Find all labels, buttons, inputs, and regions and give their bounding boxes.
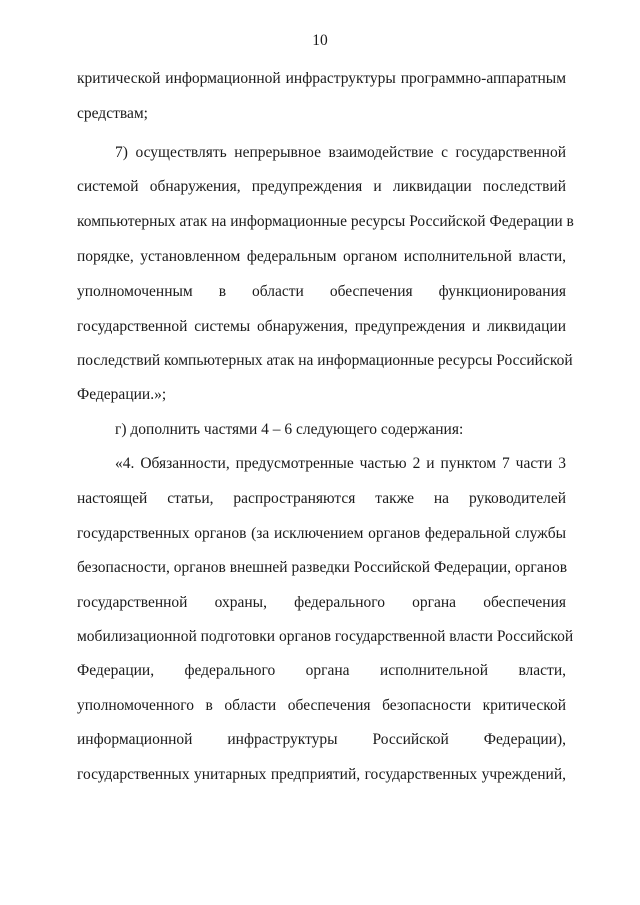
text-line: государственной системы обнаружения, предупреждения и ликвидации: [77, 318, 566, 335]
page-number: 10: [312, 32, 328, 49]
text-line: последствий компьютерных атак на информационные ресурсы Российской: [77, 352, 573, 369]
text-line: безопасности, органов внешней разведки Российской Федерации, органов: [77, 559, 568, 576]
text-line: настоящей статьи, распространяются также на руководителей: [77, 490, 566, 507]
text-line: мобилизационной подготовки органов государственной власти Российской: [77, 628, 574, 645]
text-line: средствам;: [77, 105, 148, 122]
text-line: системой обнаружения, предупреждения и ликвидации последствий: [77, 178, 566, 195]
text-line: Федерации.»;: [77, 386, 167, 403]
text-line: государственной охраны, федерального органа обеспечения: [77, 594, 566, 611]
text-line: порядке, установленном федеральным органом исполнительной власти,: [77, 248, 566, 265]
text-line: «4. Обязанности, предусмотренные частью 2 и пунктом 7 части 3: [115, 455, 566, 472]
text-line: государственных органов (за исключением органов федеральной службы: [77, 525, 566, 542]
text-line: уполномоченного в области обеспечения безопасности критической: [77, 697, 566, 714]
text-line: информационной инфраструктуры Российской Федерации),: [77, 731, 566, 748]
text-line: 7) осуществлять непрерывное взаимодействие с государственной: [115, 144, 566, 161]
text-line: критической информационной инфраструктуры программно-аппаратным: [77, 70, 566, 87]
text-line: компьютерных атак на информационные ресурсы Российской Федерации в: [77, 213, 574, 230]
text-line: Федерации, федерального органа исполнительной власти,: [77, 662, 566, 679]
text-line: государственных унитарных предприятий, государственных учреждений,: [77, 766, 566, 783]
text-line: уполномоченным в области обеспечения функционирования: [77, 283, 566, 300]
text-line: г) дополнить частями 4 – 6 следующего содержания:: [115, 421, 464, 438]
